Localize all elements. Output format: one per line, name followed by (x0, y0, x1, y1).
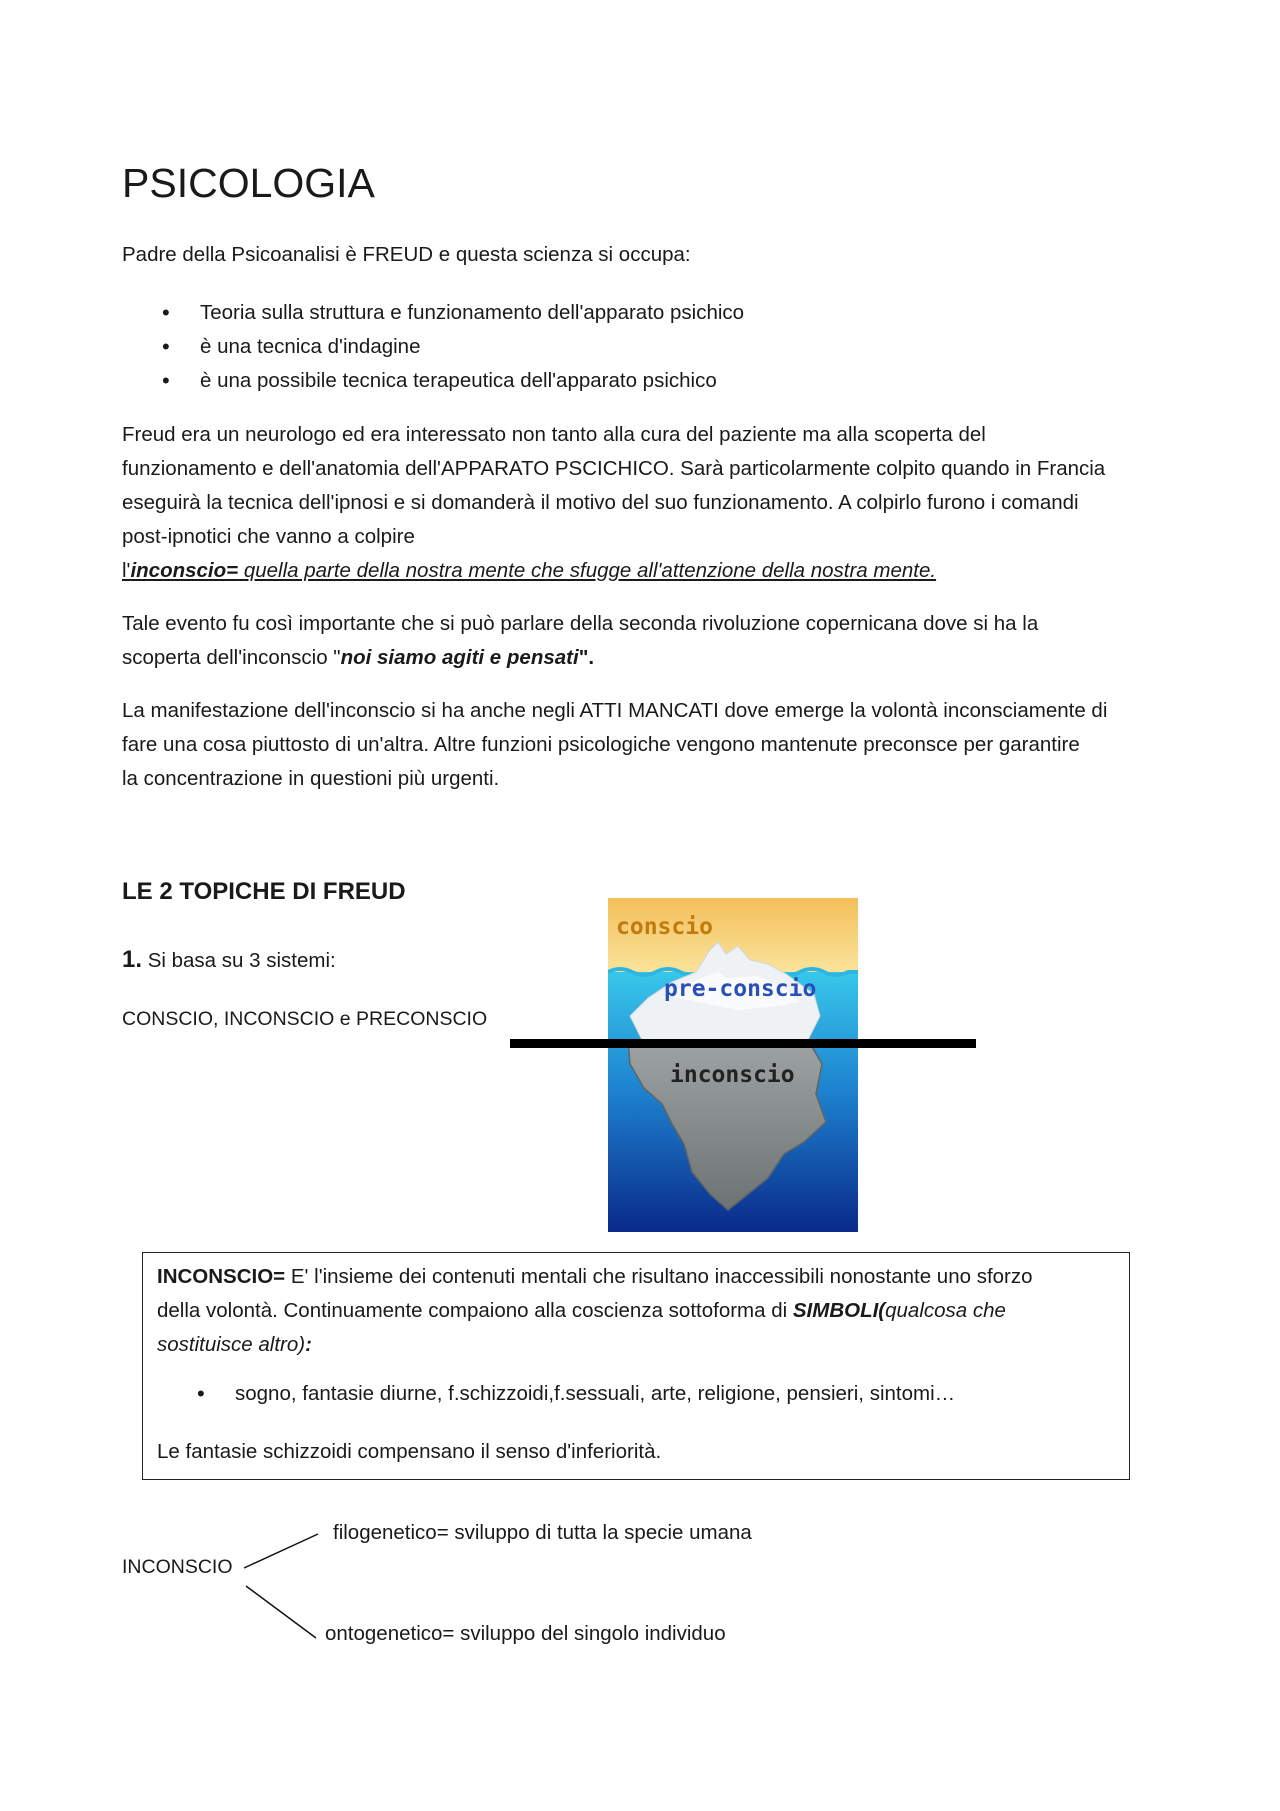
box-bullet (157, 1377, 955, 1411)
box-term: INCONSCIO= (157, 1265, 286, 1288)
paragraph-line: post-ipnotici che vanno a colpire (122, 525, 415, 548)
list-item: • sogno, fantasie diurne, f.schizzoidi,f.sessuali, arte, religione, pensieri, sintomi… (157, 1377, 955, 1411)
paragraph-line: la concentrazione in questioni più urgenti. (122, 767, 500, 790)
branch-upper (244, 1534, 318, 1568)
paragraph-line: eseguirà la tecnica dell'ipnosi e si domanderà il motivo del suo funzionamento. A colpirlo furono i comandi (122, 491, 1079, 514)
label-conscio: conscio (616, 914, 713, 940)
page-title: PSICOLOGIA (122, 160, 375, 206)
def-text: quella parte della nostra mente che sfugge all'attenzione della nostra mente. (238, 559, 937, 582)
topica-systems: CONSCIO, INCONSCIO e PRECONSCIO (122, 1008, 488, 1030)
tree-lower-branch: ontogenetico= sviluppo del singolo individuo (325, 1622, 726, 1645)
list-item: • Teoria sulla struttura e funzionamento dell'apparato psichico (122, 296, 744, 330)
branch-lower (246, 1586, 316, 1638)
tree-root: INCONSCIO (122, 1556, 233, 1578)
box-line (157, 1294, 1033, 1328)
paragraph-line: Tale evento fu così importante che si può parlare della seconda rivoluzione copernicana dove si ha la (122, 612, 1039, 635)
text-span: : (305, 1333, 312, 1356)
simboli-term: SIMBOLI( (792, 1299, 886, 1322)
def-term: inconscio= (130, 559, 239, 582)
box-content (157, 1260, 1033, 1362)
paragraph-line: Freud era un neurologo ed era interessato non tanto alla cura del paziente ma alla scoperta del (122, 423, 986, 446)
tree-upper-branch: filogenetico= sviluppo di tutta la specie umana (333, 1521, 752, 1544)
topica-intro (122, 943, 336, 978)
topica-number: 1. (122, 946, 143, 973)
box-bullet-list (157, 1377, 955, 1411)
inconscio-definition-box (142, 1252, 1130, 1480)
text-span: della volontà. Continuamente compaiono alla coscienza sottoforma di (157, 1299, 793, 1322)
paragraph-freud (122, 418, 1105, 588)
paragraph-line: fare una cosa piuttosto di un'altra. Altre funzioni psicologiche vengono mantenute preconsce per garantire (122, 733, 1080, 756)
paragraph-rivoluzione (122, 607, 1038, 675)
text-span: qualcosa che (885, 1299, 1006, 1322)
def-prefix: l' (122, 559, 131, 582)
intro-text: Padre della Psicoanalisi è FREUD e questa scienza si occupa: (122, 243, 691, 266)
topica-text: Si basa su 3 sistemi: (142, 949, 336, 972)
box-closing: Le fantasie schizzoidi compensano il senso d'inferiorità. (157, 1440, 662, 1463)
label-inconscio: inconscio (670, 1062, 795, 1088)
box-line (157, 1328, 1033, 1362)
text-span: sostituisce altro) (157, 1333, 306, 1356)
list-item: • è una possibile tecnica terapeutica dell'apparato psichico (122, 364, 744, 398)
paragraph-atti-mancati (122, 694, 1107, 796)
paragraph-line: La manifestazione dell'inconscio si ha anche negli ATTI MANCATI dove emerge la volontà inconsciamente di (122, 699, 1108, 722)
paragraph-line: funzionamento e dell'anatomia dell'APPARATO PSCICHICO. Sarà particolarmente colpito quando in Francia (122, 457, 1106, 480)
text-span: E' l'insieme dei contenuti mentali che risultano inaccessibili nonostante uno sforzo (285, 1265, 1033, 1288)
label-preconscio: pre-conscio (664, 976, 817, 1002)
iceberg-illustration (608, 898, 858, 1232)
text-span: scoperta dell'inconscio " (122, 646, 341, 669)
bullet-list (122, 296, 744, 398)
divider-line (510, 1039, 976, 1048)
inconscio-definition (122, 554, 1105, 588)
tree-connector (240, 1520, 330, 1650)
section-title: LE 2 TOPICHE DI FREUD (122, 878, 406, 905)
box-line (157, 1260, 1033, 1294)
quote-text: noi siamo agiti e pensati (340, 646, 579, 669)
paragraph-line (122, 641, 1038, 675)
text-span: ". (578, 646, 595, 669)
list-item: • è una tecnica d'indagine (122, 330, 744, 364)
